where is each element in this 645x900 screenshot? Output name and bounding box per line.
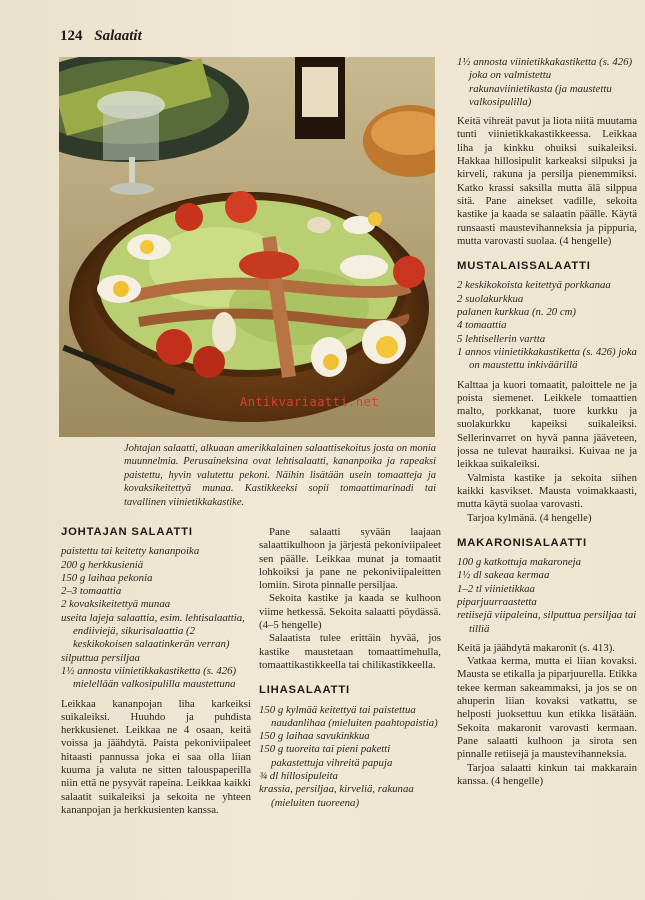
recipe-paragraph: Keitä ja jäähdytä makaronit (s. 413).: [457, 641, 615, 654]
ingredient: 4 tomaattia: [457, 319, 507, 332]
recipe-paragraph: Vatkaa kerma, mutta ei liian kovaksi. Mausta se etikalla ja piparjuurella. Etikka tekee kerman sakeammaksi, ja jos se on ahuperin liian kovaksi vatkattu, se helposti juoksettuu kun etikka lisätään. Sekoita makaronit varovasti kermaan. Pane salaatti kulhoon ja sirota sen pinnalle retiisejä ja maustevihanneksia.: [457, 655, 637, 761]
ingredient: 5 lehtisellerin vartta: [457, 332, 546, 345]
ingredient: 150 g tuoreita tai pieni paketti pakastettuja vihreitä papuja: [259, 743, 393, 769]
recipe-paragraph: Tarjoa salaatti kinkun tai makkarain kanssa. (4 hengelle): [457, 761, 637, 787]
ingredient: 1½ annosta viinietikkakastiketta (s. 426) mielellään valkosipulilla maustettuna: [61, 664, 237, 691]
recipe-paragraph: Sekoita kastike ja kaada se kulhoon viime hetkessä. Sekoita salaatti pöydässä. (4–5 hengelle): [259, 592, 441, 632]
ingredient: 2 keskikokoista keitettyä porkkanaa: [457, 279, 611, 292]
ingredient: silputtua persiljaa: [61, 651, 140, 664]
ingredient: 1½ dl sakeaa kermaa: [457, 569, 550, 582]
ingredient-list-liha: [259, 704, 441, 810]
ingredient: 150 g laihaa savukinkkua: [259, 730, 370, 743]
watermark: Antikvariaatti.net: [240, 395, 380, 409]
page-header: [60, 28, 142, 50]
recipe-title-mustalais: MUSTALAISSALAATTI: [457, 260, 591, 273]
column-middle: [259, 526, 441, 810]
section-title: Salaatit: [94, 28, 142, 44]
recipe-paragraph: Salaatista tulee erittäin hyvää, jos kastike maustetaan tomaattimehulla, tomaattikastikkeella tai chilikastikkeella.: [259, 632, 441, 671]
ingredient: krassia, persiljaa, kirveliä, rakunaa (mieluiten tuoreena): [259, 783, 414, 809]
ingredient: 2 kovaksikeitettyä munaa: [61, 598, 171, 611]
ingredient: 100 g katkottuja makaroneja: [457, 556, 582, 569]
ingredient: 200 g herkkusieniä: [61, 558, 144, 571]
photo-caption: Johtajan salaatti, alkuaan amerikkalainen salaattisekoitus josta on monia muunnelmia. Perusaineksina ovat lehtisalaatti, kananpoika ja rapeaksi paistettu, hyvin valutettu pekoni. Näihin lisätään usein tomaatteja ja kovaksikeitettyä munaa. Kastikkeeksi sopii tomaattimarinadi tai tavallinen viinietikkakastike.: [124, 443, 436, 508]
ingredient: 2–3 tomaattia: [61, 585, 122, 598]
ingredient: useita lajeja salaattia, esim. lehtisalaattia, endiiviejä, sikurisalaattia (2 keskikokoisen salaatinkerän verran): [61, 611, 245, 651]
ingredient: paistettu tai keitetty kananpoika: [61, 545, 200, 558]
recipe-paragraph: Pane salaatti syvään laajaan salaattikulhoon ja järjestä pekoniviipaleet sen päälle. Leikkaa munat ja tomaatit lohkoiksi ja pane ne pekoniviipaleitten lomiin. Sirota pinnalle persiljaa.: [259, 526, 441, 592]
column-right: [457, 56, 637, 788]
ingredient: 1–2 tl viinietikkaa: [457, 582, 535, 595]
recipe-paragraph: Valmista kastike ja sekoita siihen kaikki kasvikset. Mausta voimakkaasti, mutta käytä suolaa varovasti.: [457, 471, 637, 511]
recipe-paragraph: Kalttaa ja kuori tomaatit, paloittele ne ja poista siemenet. Leikkele tomaattien malto, porkkanat, tuore kurkku ja suolakurkku kapeiksi suikaleiksi. Sellerinvarret on hyvä panna jääveteen, jossa ne tulevat hauraiksi. Kuivaa ne ja leikkaa suikaleiksi.: [457, 378, 637, 471]
ingredient: retiisejä viipaleina, silputtua persiljaa tai tilliä: [457, 609, 637, 635]
ingredient-list-liha-cont: [457, 56, 637, 109]
ingredient: 1½ annosta viinietikkakastiketta (s. 426) joka on valmistettu rakunaviinietikasta (ja maustettu valkosipulilla): [457, 56, 633, 108]
ingredient-list-johtajan: [61, 545, 251, 691]
ingredient: palanen kurkkua (n. 20 cm): [457, 306, 577, 319]
ingredient-list-makaroni: [457, 556, 637, 636]
ingredient: ¾ dl hillosipuleita: [259, 770, 338, 783]
recipe-title-johtajan: JOHTAJAN SALAATTI: [61, 526, 193, 538]
column-left: [61, 526, 251, 817]
ingredient: 1 annos viinietikkakastiketta (s. 426) joka on maustettu inkiväärillä: [457, 345, 637, 372]
recipe-paragraph: Tarjoa kylmänä. (4 hengelle): [467, 511, 592, 524]
salad-photo: [59, 57, 435, 437]
recipe-title-makaroni: MAKARONISALAATTI: [457, 536, 587, 549]
ingredient-list-mustalais: [457, 279, 637, 372]
recipe-paragraph: Keitä vihreät pavut ja liota niitä muutama tunti viinietikkakastikkeessa. Leikkaa liha ja kinkku ohuiksi suikaleiksi. Hakkaa hillosipulit karkeaksi silpuksi ja kirveli, rakuna ja persilja pienemmiksi. Katko krassi saksilla mutta älä silppua sitä. Pane ainekset vadille, sekoita kastike ja kaada se salaatin päälle. Käytä runsaasti maustevihanneksia ja pippuria, mutta varovasti suolaa. (4 hengelle): [457, 115, 637, 247]
recipe-title-liha: LIHASALAATTI: [259, 684, 350, 697]
ingredient: 2 suolakurkkua: [457, 292, 524, 305]
page-number: 124: [60, 28, 83, 44]
recipe-paragraph: Leikkaa kananpojan liha karkeiksi suikaleiksi. Huuhdo ja puhdista herkkusienet. Leikkaa ne 4 osaan, keitä voissa ja jäähdytä. Paista pekoniviipaleet hitaasti pannussa joka ei saa olla liian kuuma ja valuta ne sitten talouspaperilla niin että ne pysyvät rapeina. Leikkaa kaikki salaatit suikaleiksi ja sekoita ne yhteen kananpojan ja herkkusienten kanssa.: [61, 697, 251, 816]
ingredient: 150 g kylmää keitettyä tai paistettua naudanlihaa (mieluiten paahtopaistia): [259, 703, 438, 729]
ingredient: piparjuurraastetta: [457, 595, 537, 608]
ingredient: 150 g laihaa pekonia: [61, 571, 153, 584]
